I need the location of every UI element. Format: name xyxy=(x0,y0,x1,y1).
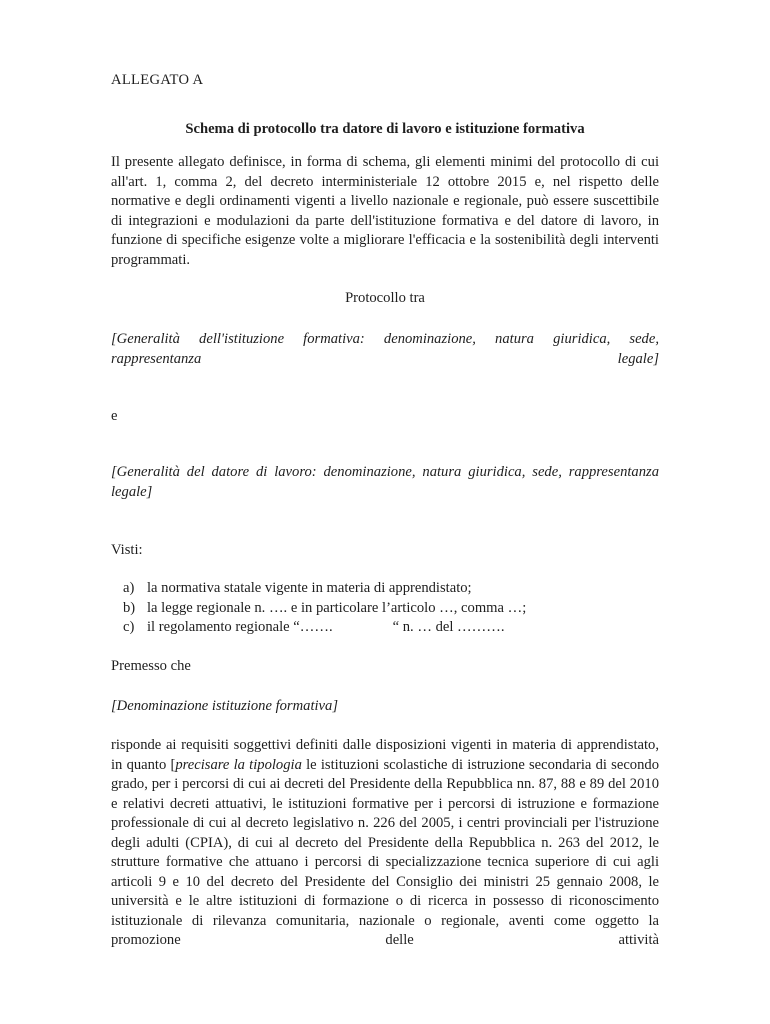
annex-heading xyxy=(111,70,659,91)
protocol-label: Protocollo tra xyxy=(345,290,425,306)
list-item xyxy=(111,618,526,638)
document-title: Schema di protocollo tra datore di lavoro e istituzione formativa xyxy=(185,121,585,137)
list-item-text: “ n. … del ………. xyxy=(392,619,505,635)
list-item xyxy=(111,579,526,599)
premesso-label: Premesso che xyxy=(111,658,191,674)
list-item-text: il regolamento regionale “……. xyxy=(147,619,333,635)
intro-paragraph: Il presente allegato definisce, in forma di schema, gli elementi minimi del protocollo di cui all'art. 1, comma 2, del decreto interministeriale 12 ottobre 2015 e, nel rispetto delle normative e degli ordinamenti vigenti a livello nazionale e regionale, può essere suscettibile di integrazioni e modulazioni da parte dell'istituzione formativa e del datore di lavoro, in funzione di specifiche esigenze volte a migliorare l'efficacia e la sostenibilità degli interventi programmati. xyxy=(111,154,659,268)
list-marker: a) xyxy=(123,580,135,596)
list-item xyxy=(111,599,526,619)
list-item-text: la normativa statale vigente in materia di apprendistato; xyxy=(147,580,472,596)
body-text: le istituzioni scolastiche di istruzione secondaria di secondo grado, per i percorsi di cui ai decreti del Presidente della Repubblica nn. 87, 88 e 89 del 2010 e relativi decreti attuativi, le istituzioni formative per i percorsi di istruzione e formazione professionale di cui al decreto legislativo n. 226 del 2005, i centri provinciali per l'istruzione degli adulti (CPIA), di cui al decreto del Presidente della Repubblica n. 263 del 2012, le strutture formative che attuano i percorsi di specializzazione tecnica superiore di cui agli articoli 9 e 10 del decreto del Presidente del Consiglio dei ministri 25 gennaio 2008, le università e le altre istituzioni di formazione o di ricerca in possesso di riconoscimento istituzionale di rilevanza comunitaria, nazionale o regionale, aventi come oggetto la promozione delle attività xyxy=(111,756,659,948)
annex-heading-text: ALLEGATO A xyxy=(111,72,204,88)
visti-list xyxy=(111,579,526,638)
conjunction: e xyxy=(111,408,118,424)
body-text: risponde ai requisiti soggettivi definiti dalle disposizioni vigenti in materia di apprendistato, in quanto [ xyxy=(111,737,659,773)
list-marker: c) xyxy=(123,619,135,635)
list-item-text: la legge regionale n. …. e in particolare l’articolo …, comma …; xyxy=(147,599,527,616)
institution-placeholder: [Denominazione istituzione formativa] xyxy=(111,698,339,714)
body-italic-text: precisare la tipologia xyxy=(175,756,302,773)
party1-placeholder: [Generalità dell'istituzione formativa: denominazione, natura giuridica, sede, rappresentanza legale] xyxy=(111,331,659,367)
party2-placeholder: [Generalità del datore di lavoro: denominazione, natura giuridica, sede, rappresentanza legale] xyxy=(111,464,659,500)
visti-label: Visti: xyxy=(111,542,143,558)
body-paragraph xyxy=(111,736,659,951)
list-marker: b) xyxy=(123,599,136,616)
